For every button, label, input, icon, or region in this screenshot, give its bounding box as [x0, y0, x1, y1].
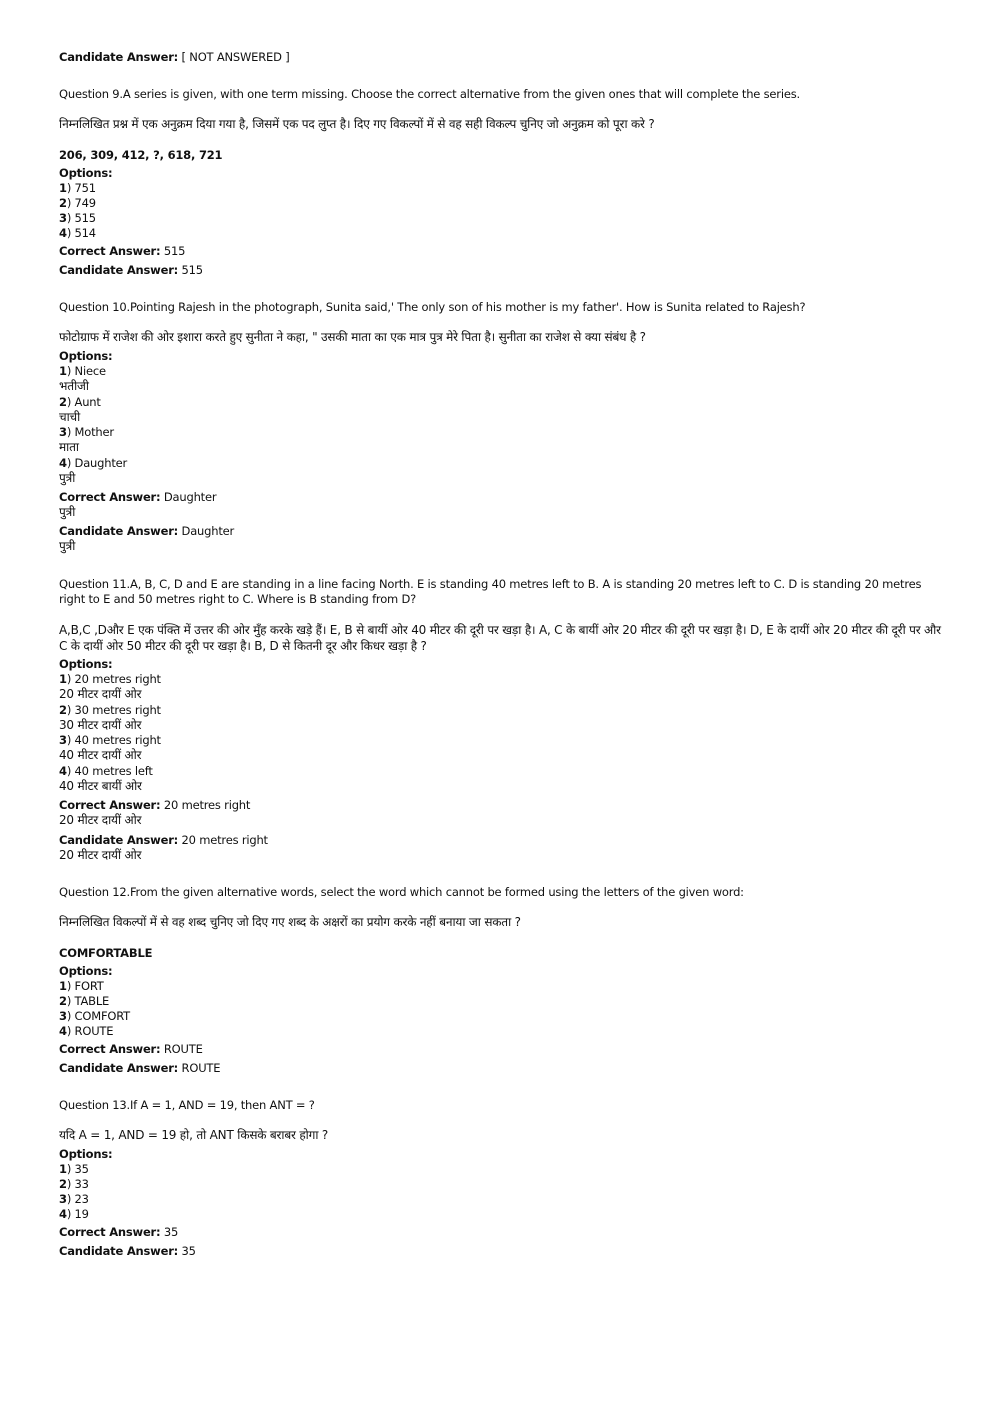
option-4-hi: पुत्री: [59, 471, 76, 485]
num: 1: [59, 181, 67, 195]
num: 3: [59, 1009, 67, 1023]
num: 2: [59, 703, 67, 717]
option-3-hi: माता: [59, 440, 79, 454]
candidate-answer-hi: पुत्री: [59, 539, 76, 553]
text: ) 514: [66, 226, 96, 240]
label: Candidate Answer:: [59, 1061, 179, 1075]
text: ) Niece: [66, 364, 106, 378]
candidate-answer: [59, 1244, 196, 1259]
option-2: [59, 196, 96, 211]
prev-candidate-answer: [59, 50, 290, 65]
value: 515: [160, 244, 186, 258]
candidate-answer-hi: 20 मीटर दायीं ओर: [59, 848, 142, 862]
num: 4: [59, 1024, 67, 1038]
correct-answer: [59, 490, 216, 505]
option-2-hi: 30 मीटर दायीं ओर: [59, 718, 142, 732]
value: 35: [160, 1225, 179, 1239]
candidate-answer: [59, 263, 203, 278]
question-text-hi: फोटोग्राफ में राजेश की ओर इशारा करते हुए सुनीता ने कहा, " उसकी माता का एक मात्र पुत्र मेरे पिता है। सुनीता का राजेश से क्या संबंध है ?: [59, 330, 646, 344]
options-label: Options:: [59, 964, 113, 978]
option-4: [59, 764, 153, 779]
num: 3: [59, 425, 67, 439]
num: 4: [59, 764, 67, 778]
option-2: [59, 395, 101, 410]
option-1: [59, 1162, 89, 1177]
question-text-en: Question 9.A series is given, with one term missing. Choose the correct alternative from the given ones that will complete the series.: [59, 87, 800, 101]
option-4: [59, 1207, 89, 1222]
num: 2: [59, 994, 67, 1008]
num: 2: [59, 196, 67, 210]
question-text-hi: निम्नलिखित विकल्पों में से वह शब्द चुनिए जो दिए गए शब्द के अक्षरों का प्रयोग करके नहीं बनाया जा सकता ?: [59, 915, 521, 929]
options-label: Options:: [59, 166, 113, 180]
value: Daughter: [178, 524, 235, 538]
option-4-hi: 40 मीटर बायीं ओर: [59, 779, 142, 793]
text: ) 33: [66, 1177, 89, 1191]
num: 4: [59, 226, 67, 240]
label: Candidate Answer:: [59, 833, 179, 847]
options-label: Options:: [59, 1147, 113, 1161]
value: [ NOT ANSWERED ]: [178, 50, 290, 64]
num: 4: [59, 456, 67, 470]
option-3: [59, 425, 114, 440]
option-2: [59, 994, 109, 1009]
num: 4: [59, 1207, 67, 1221]
question-text-en: Question 13.If A = 1, AND = 19, then ANT = ?: [59, 1098, 315, 1112]
option-3-hi: 40 मीटर दायीं ओर: [59, 748, 142, 762]
text: ) 23: [66, 1192, 89, 1206]
options-label: Options:: [59, 657, 113, 671]
text: ) 19: [66, 1207, 89, 1221]
value: 20 metres right: [160, 798, 251, 812]
label: Correct Answer:: [59, 1042, 161, 1056]
value: 515: [178, 263, 203, 277]
label: Correct Answer:: [59, 798, 161, 812]
text: ) TABLE: [66, 994, 110, 1008]
correct-answer: [59, 798, 250, 813]
text: ) 751: [66, 181, 96, 195]
option-4: [59, 226, 96, 241]
text: ) 749: [66, 196, 96, 210]
option-1: [59, 672, 161, 687]
correct-answer-hi: पुत्री: [59, 505, 76, 519]
num: 3: [59, 211, 67, 225]
label: Correct Answer:: [59, 244, 161, 258]
label: Candidate Answer:: [59, 263, 179, 277]
label: Correct Answer:: [59, 1225, 161, 1239]
question-text-hi: निम्नलिखित प्रश्न में एक अनुक्रम दिया गया है, जिसमें एक पद लुप्त है। दिए गए विकल्पों में से वह सही विकल्प चुनिए जो अनुक्रम को पूरा करे ?: [59, 117, 655, 131]
correct-answer-hi: 20 मीटर दायीं ओर: [59, 813, 142, 827]
text: ) 20 metres right: [66, 672, 161, 686]
value: ROUTE: [178, 1061, 221, 1075]
label: Candidate Answer:: [59, 50, 179, 64]
num: 1: [59, 672, 67, 686]
question-text-hi: A,B,C ,Dऔर E एक पंक्ति में उत्तर की ओर मुँह करके खड़े हैं। E, B से बायीं ओर 40 मीटर की दूरी पर खड़ा है। A, C के बायीं ओर 20 मीटर की दूरी पर खड़ा है। D, E के दायीं ओर 20 मीटर की दूरी पर और C के दायीं ओर 50 मीटर की दूरी पर खड़ा है। B, D से कितनी दूर और किधर खड़ा है ?: [59, 623, 941, 653]
option-3: [59, 733, 161, 748]
num: 1: [59, 1162, 67, 1176]
num: 1: [59, 364, 67, 378]
option-1-hi: 20 मीटर दायीं ओर: [59, 687, 142, 701]
text: ) 30 metres right: [66, 703, 161, 717]
option-2: [59, 703, 161, 718]
text: ) COMFORT: [66, 1009, 131, 1023]
option-4: [59, 1024, 113, 1039]
text: ) ROUTE: [66, 1024, 114, 1038]
option-4: [59, 456, 127, 471]
correct-answer: [59, 244, 185, 259]
question-text-en: Question 10.Pointing Rajesh in the photograph, Sunita said,' The only son of his mother is my father'. How is Sunita related to Rajesh?: [59, 300, 806, 314]
question-text-en: Question 11.A, B, C, D and E are standing in a line facing North. E is standing 40 metres left to B. A is standing 20 metres left to C. D is standing 20 metres right to E and 50 metres right to C. Where is B standing from D?: [59, 577, 922, 606]
text: ) Daughter: [66, 456, 128, 470]
question-text-en: Question 12.From the given alternative words, select the word which cannot be formed using the letters of the given word:: [59, 885, 744, 899]
candidate-answer: [59, 524, 234, 539]
text: ) Aunt: [66, 395, 101, 409]
option-1: [59, 181, 96, 196]
label: Correct Answer:: [59, 490, 161, 504]
text: ) 40 metres right: [66, 733, 161, 747]
value: ROUTE: [160, 1042, 203, 1056]
text: ) Mother: [66, 425, 114, 439]
text: ) 515: [66, 211, 96, 225]
correct-answer: [59, 1042, 203, 1057]
candidate-answer: [59, 1061, 220, 1076]
question-text-hi: यदि A = 1, AND = 19 हो, तो ANT किसके बराबर होगा ?: [59, 1128, 329, 1142]
text: ) FORT: [66, 979, 104, 993]
option-2: [59, 1177, 89, 1192]
label: Candidate Answer:: [59, 1244, 179, 1258]
given-word: COMFORTABLE: [59, 946, 153, 960]
correct-answer: [59, 1225, 178, 1240]
num: 3: [59, 1192, 67, 1206]
text: ) 40 metres left: [66, 764, 153, 778]
option-3: [59, 211, 96, 226]
option-2-hi: चाची: [59, 410, 81, 424]
num: 3: [59, 733, 67, 747]
value: Daughter: [160, 490, 217, 504]
options-label: Options:: [59, 349, 113, 363]
option-1: [59, 364, 106, 379]
option-3: [59, 1009, 130, 1024]
num: 2: [59, 395, 67, 409]
num: 2: [59, 1177, 67, 1191]
option-3: [59, 1192, 89, 1207]
option-1-hi: भतीजी: [59, 379, 89, 393]
candidate-answer: [59, 833, 268, 848]
text: ) 35: [66, 1162, 89, 1176]
value: 35: [178, 1244, 196, 1258]
option-1: [59, 979, 104, 994]
value: 20 metres right: [178, 833, 268, 847]
label: Candidate Answer:: [59, 524, 179, 538]
series: 206, 309, 412, ?, 618, 721: [59, 148, 223, 162]
num: 1: [59, 979, 67, 993]
